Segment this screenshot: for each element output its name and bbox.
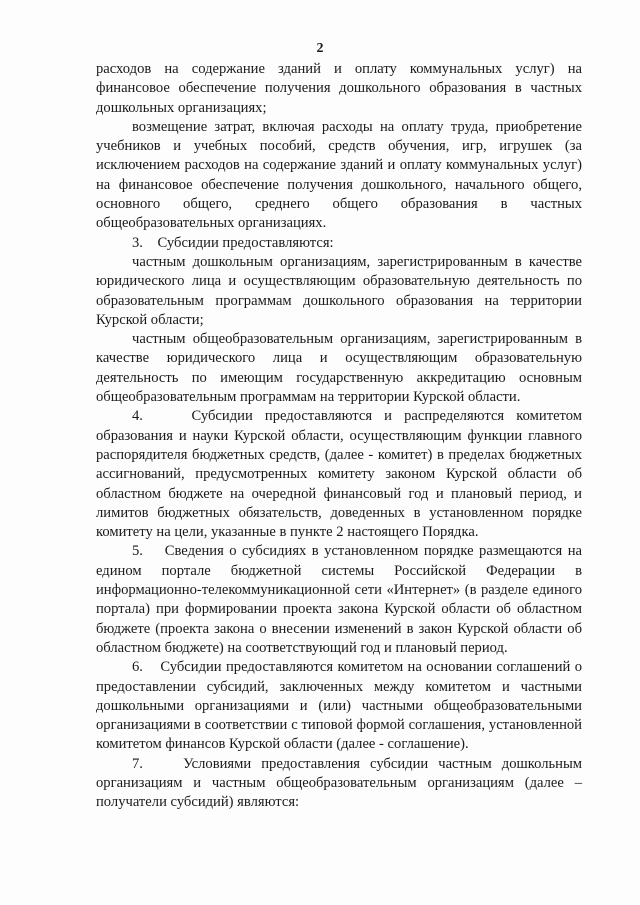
paragraph: 6. Субсидии предоставляются комитетом на основании соглашений о предоставлении субсидий, заключенных между комитетом и частными дошкольными организациями и (или) частными общеобразовательными организациями в соответствии с типовой формой соглашения, установленной комитетом финансов Курской области (далее - соглашение). (96, 659, 582, 753)
paragraph: 5. Сведения о субсидиях в установленном порядке размещаются на едином портале бюджетной системы Российской Федерации в информационно-телекоммуникационной сети «Интернет» (в разделе единого портала) при формировании проекта закона Курской области об областном бюджете (проекта закона о внесении изменений в закон Курской области об областном бюджете) на соответствующий год и плановый период. (96, 543, 582, 656)
paragraph: 7. Условиями предоставления субсидии частным дошкольным организациям и частным общеобразовательным организациям (далее – получатели субсидий) являются: (96, 755, 582, 811)
paragraph: 3. Субсидии предоставляются: (132, 234, 334, 251)
paragraph: расходов на содержание зданий и оплату коммунальных услуг) на финансовое обеспечение получения дошкольного образования в частных дошкольных организациях; (96, 61, 582, 116)
paragraph: возмещение затрат, включая расходы на оплату труда, приобретение учебников и учебных пособий, средств обучения, игр, игрушек (за исключением расходов на содержание зданий и оплату коммунальных услуг) на финансовое обеспечение получения дошкольного, начального общего, основного общего, среднего общего образования в частных общеобразовательных организациях. (96, 118, 582, 232)
page-number: 2 (316, 41, 324, 56)
paragraph: частным дошкольным организациям, зарегистрированным в качестве юридического лица и осуществляющим образовательную деятельность по образовательным программам дошкольного образования на территории Курской области; (96, 253, 582, 328)
paragraph: частным общеобразовательным организациям, зарегистрированным в качестве юридического лица и осуществляющим образовательную деятельность по имеющим государственную аккредитацию основным общеобразовательным программам на территории Курской области. (96, 331, 582, 406)
paragraph: 4. Субсидии предоставляются и распределяются комитетом образования и науки Курской области, осуществляющим функции главного распорядителя бюджетных средств, (далее - комитет) в пределах бюджетных ассигнований, предусмотренных комитету законом Курской области об областном бюджете на очередной финансовый год и плановый период, и лимитов бюджетных обязательств, доведенных в установленном порядке комитету на цели, указанные в пункте 2 настоящего Порядка. (96, 408, 582, 541)
body-text (96, 60, 582, 813)
